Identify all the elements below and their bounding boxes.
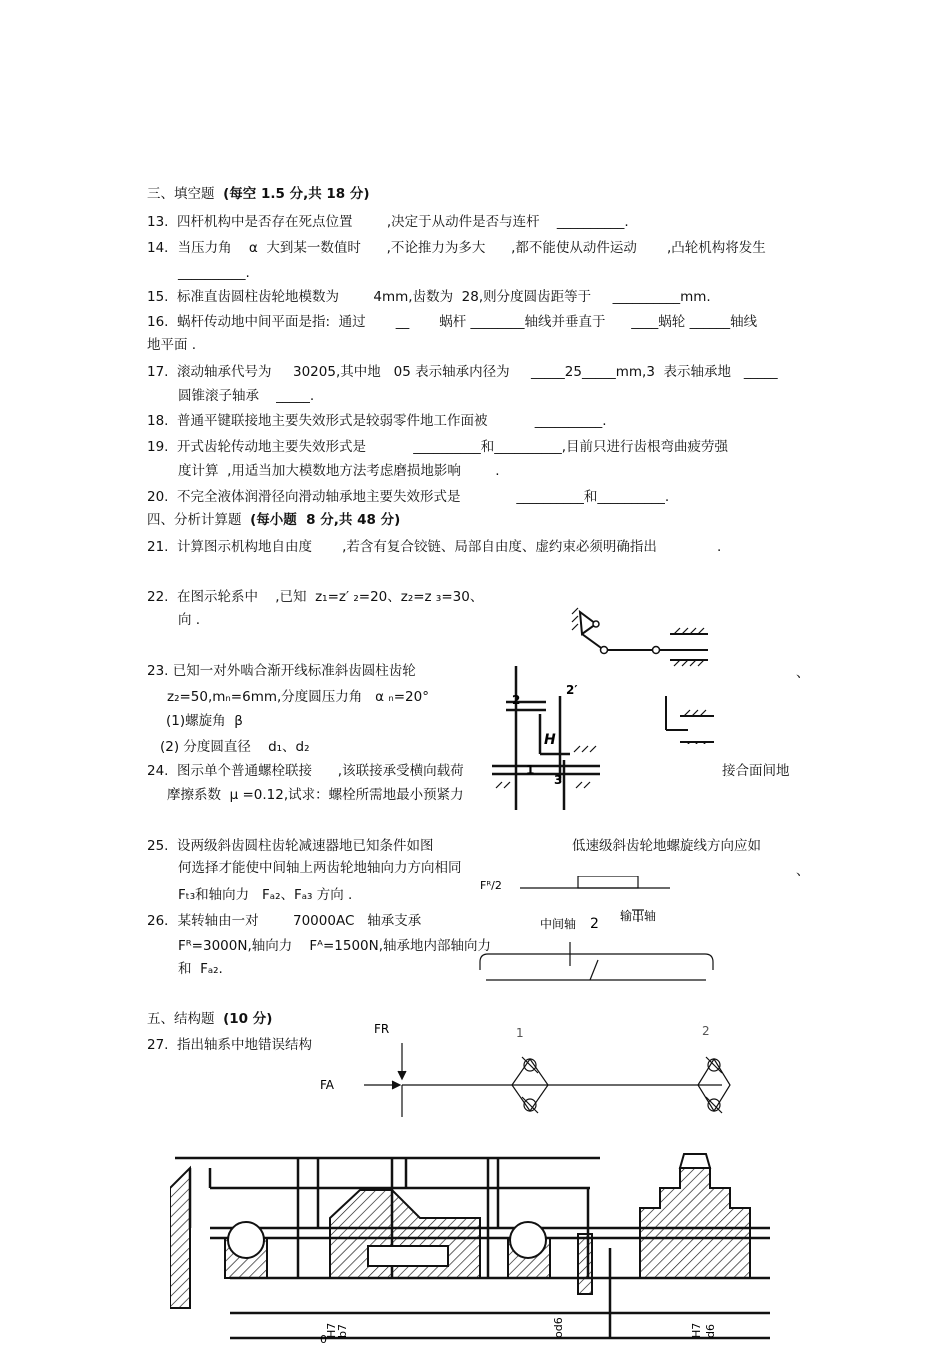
- fit-label-h7-left: H7: [325, 1322, 338, 1338]
- q24-right: 接合面间地: [722, 763, 790, 779]
- section-5-heading: 五、结构题 (10 分): [147, 1011, 273, 1027]
- reducer-label-middle-shaft: 中间轴: [540, 917, 577, 931]
- gear-train-figure: [486, 662, 610, 812]
- q27: 27. 指出轴系中地错误结构: [147, 1037, 313, 1053]
- q20: 20. 不完全液体润滑径向滑动轴承地主要失效形式是 __________和__________.: [147, 489, 670, 505]
- fit-label-h7-right: H7: [690, 1322, 703, 1338]
- reducer-figure: [470, 876, 725, 981]
- gear-label-H: H: [544, 732, 556, 748]
- shaft-label-fa: FA: [320, 1078, 335, 1092]
- gear-label-2-prime: 2′: [566, 683, 578, 697]
- q15: 15. 标准直齿圆柱齿轮地模数为 4mm,齿数为 28,则分度圆齿距等于 __________mm.: [147, 289, 711, 305]
- q25-line2: 何选择才能使中间轴上两齿轮地轴向力方向相同: [178, 860, 462, 876]
- fit-label-0: 0: [320, 1333, 327, 1345]
- shaft-label-2: 2: [702, 1024, 710, 1038]
- q16-line1: 16. 蜗杆传动地中间平面是指: 通过 __ 蜗杆 ________轴线并垂直于 ____蜗轮 ______轴线: [147, 314, 758, 330]
- q17-line2: 圆锥滚子轴承 _____.: [178, 388, 315, 404]
- fit-label-od6: od6: [552, 1317, 565, 1338]
- fit-label-d6: d6: [704, 1324, 717, 1338]
- q22-line1: 22. 在图示轮系中 ,已知 z₁=z′ ₂=20、z₂=z ₃=30、: [147, 589, 484, 605]
- q23-line1: 23. 已知一对外啮合渐开线标准斜齿圆柱齿轮: [147, 663, 416, 679]
- gear-label-3: 3: [554, 773, 563, 787]
- gear-label-2: 2: [512, 693, 521, 707]
- shaft-assembly-figure: [170, 1148, 775, 1345]
- q23-comma: 、: [796, 665, 810, 681]
- shaft-force-figure: [310, 1015, 740, 1120]
- q26-line3: 和 Fₐ₂.: [178, 961, 223, 977]
- section-4-heading: 四、分析计算题 (每小题 8 分,共 48 分): [147, 512, 401, 528]
- q23-line2: z₂=50,mₙ=6mm,分度圆压力角 α ₙ=20°: [167, 689, 429, 705]
- q24-line2: 摩擦系数 μ =0.12,试求：螺栓所需地最小预紧力: [167, 787, 464, 803]
- q22-line2: 向 .: [178, 612, 201, 628]
- q18: 18. 普通平键联接地主要失效形式是较弱零件地工作面被 __________.: [147, 413, 607, 429]
- section-3-heading: 三、填空题 (每空 1.5 分,共 18 分): [147, 186, 370, 202]
- q26-line2: Fᴿ=3000N,轴向力 Fᴬ=1500N,轴承地内部轴向力: [178, 938, 492, 954]
- q25-right: 低速级斜齿轮地螺旋线方向应如: [572, 838, 761, 854]
- q19-line2: 度计算 ,用适当加大模数地方法考虑磨损地影响 .: [178, 463, 500, 479]
- q23-line3: (1)螺旋角 β: [166, 713, 243, 729]
- gear-label-1: 1: [526, 763, 535, 777]
- shaft-label-fr: FR: [374, 1022, 390, 1036]
- q14-line2: __________.: [178, 265, 250, 281]
- q13: 13. 四杆机构中是否存在死点位置 ,决定于从动件是否与连杆 __________.: [147, 214, 629, 230]
- q16-line2: 地平面 .: [147, 337, 197, 353]
- fit-label-b7: b7: [336, 1324, 349, 1338]
- q24-line1: 24. 图示单个普通螺栓联接 ,该联接承受横向载荷: [147, 763, 464, 779]
- reducer-cut-label: Fᴿ/2: [480, 879, 502, 892]
- reducer-label-output-shaft: 输出轴: [620, 909, 657, 923]
- q23-line4: (2) 分度圆直径 d₁、d₂: [160, 739, 310, 755]
- q26-line1: 26．某转轴由一对 70000AC 轴承支承: [147, 913, 422, 929]
- shaft-label-1: 1: [516, 1026, 524, 1040]
- q25-line3: Fₜ₃和轴向力 Fₐ₂、Fₐ₃ 方向 .: [178, 887, 353, 903]
- q17-line1: 17. 滚动轴承代号为 30205,其中地 05 表示轴承内径为 _____25_____mm,3 表示轴承地 _____: [147, 364, 778, 380]
- q25-line1: 25. 设两级斜齿圆柱齿轮减速器地已知条件如图: [147, 838, 434, 854]
- q21: 21. 计算图示机构地自由度 ,若含有复合铰链、局部自由度、虚约束必须明确指出 .: [147, 539, 722, 555]
- q25-comma: 、: [796, 863, 810, 879]
- q14-line1: 14．当压力角 α 大到某一数值时 ,不论推力为多大 ,都不能使从动件运动 ,凸轮机构将发生: [147, 240, 766, 256]
- q19-line1: 19. 开式齿轮传动地主要失效形式是 __________和__________,目前只进行齿根弯曲疲劳强: [147, 439, 729, 455]
- reducer-label-2: 2: [590, 916, 599, 932]
